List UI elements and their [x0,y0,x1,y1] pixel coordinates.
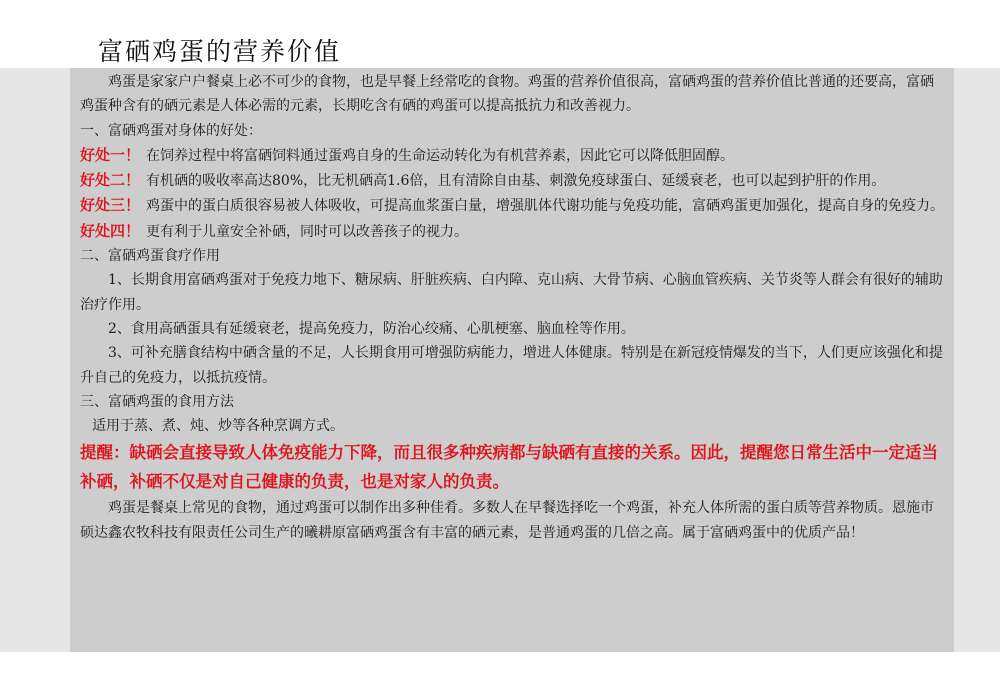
section2-heading: 二、富硒鸡蛋食疗作用 [80,248,220,265]
usage-text: 适用于蒸、煮、炖、炒等各种烹调方式。 [92,418,344,435]
article-body [80,70,946,545]
section3-heading: 三、富硒鸡蛋的食用方法 [80,393,234,410]
benefit-item [80,193,946,218]
benefit-item [80,168,946,193]
benefit-label: 好处二！ [80,171,141,190]
benefit-text: 有机硒的吸收率高达80%，比无机硒高1.6倍，且有清除自由基、刺激免疫球蛋白、延缓衰老，也可以起到护肝的作用。 [146,173,886,190]
benefit-label: 好处三！ [80,196,141,215]
therapy-item: 1、长期食用富硒鸡蛋对于免疫力地下、糖尿病、肝脏疾病、白内障、克山病、大骨节病、心脑血管疾病、关节炎等人群会有很好的辅助治疗作用。 [80,272,943,313]
benefit-item [80,219,946,244]
benefit-label: 好处一！ [80,145,141,164]
therapy-item: 3、可补充膳食结构中硒含量的不足，人长期食用可增强防病能力，增进人体健康。特别是在新冠疫情爆发的当下，人们更应该强化和提升自己的免疫力，以抵抗疫情。 [80,345,943,386]
benefit-text: 在饲养过程中将富硒饲料通过蛋鸡自身的生命运动转化为有机营养素，因此它可以降低胆固醇。 [146,147,735,164]
closing-paragraph: 鸡蛋是餐桌上常见的食物，通过鸡蛋可以制作出多种佳肴。多数人在早餐选择吃一个鸡蛋，补充人体所需的蛋白质等营养物质。恩施市硕达鑫农牧科技有限责任公司生产的曦耕原富硒鸡蛋含有丰富的硒元素，是普通鸡蛋的几倍之高。属于富硒鸡蛋中的优质产品！ [80,500,934,541]
intro-paragraph: 鸡蛋是家家户户餐桌上必不可少的食物，也是早餐上经常吃的食物。鸡蛋的营养价值很高，富硒鸡蛋的营养价值比普通的还要高，富硒鸡蛋种含有的硒元素是人体必需的元素，长期吃含有硒的鸡蛋可以提高抵抗力和改善视力。 [80,74,934,115]
benefit-text: 更有利于儿童安全补硒，同时可以改善孩子的视力。 [146,223,469,240]
page-title: 富硒鸡蛋的营养价值 [98,37,342,66]
benefit-text: 鸡蛋中的蛋白质很容易被人体吸收，可提高血浆蛋白量，增强肌体代谢功能与免疫功能，富硒鸡蛋更加强化，提高自身的免疫力。 [146,198,945,215]
section1-heading: 一、富硒鸡蛋对身体的好处： [80,122,262,139]
therapy-item: 2、食用高硒蛋具有延缓衰老，提高免疫力，防治心绞痛、心肌梗塞、脑血栓等作用。 [108,320,635,337]
reminder-text: 提醒：缺硒会直接导致人体免疫能力下降，而且很多种疾病都与缺硒有直接的关系。因此，提醒您日常生活中一定适当补硒，补硒不仅是对自己健康的负责，也是对家人的负责。 [80,443,938,492]
benefit-label: 好处四！ [80,221,141,240]
benefit-item [80,143,946,168]
